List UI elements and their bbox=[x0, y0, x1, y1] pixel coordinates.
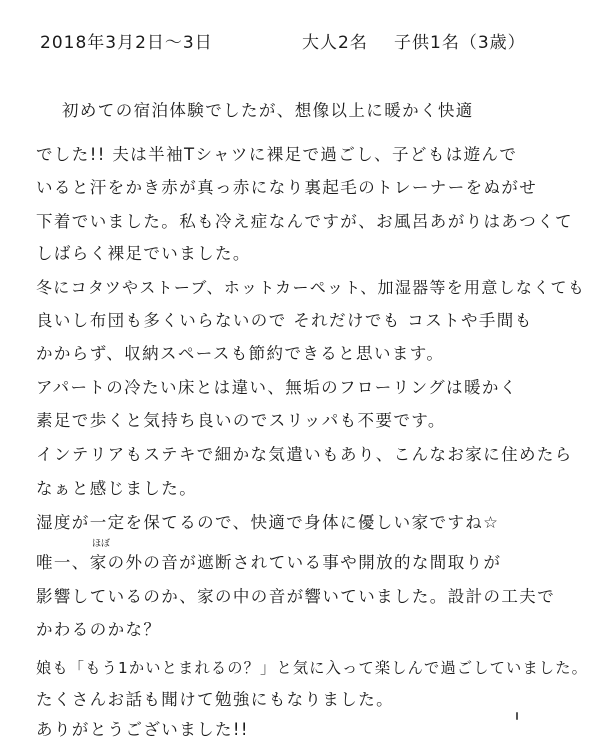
comment-line: 下着でいました。私も冷え症なんですが、お風呂あがりはあつくて bbox=[36, 212, 573, 231]
comment-line: でした!! 夫は半袖Tシャツに裸足で過ごし、子どもは遊んで bbox=[36, 145, 518, 164]
comment-line: しばらく裸足でいました。 bbox=[36, 244, 251, 263]
comment-line: いると汗をかき赤が真っ赤になり裏起毛のトレーナーをぬがせ bbox=[36, 178, 538, 197]
children-count: 子供1名（3歳） bbox=[394, 33, 526, 53]
comment-line: 初めての宿泊体験でしたが、想像以上に暖かく快適 bbox=[62, 101, 474, 120]
comment-line: 素足で歩くと気持ち良いのでスリッパも不要です。 bbox=[36, 411, 446, 430]
comment-line: なぁと感じました。 bbox=[36, 479, 198, 498]
comment-line: インテリアもステキで細かな気遣いもあり、こんなお家に住めたら bbox=[36, 445, 573, 464]
comment-line: 影響しているのか、家の中の音が響いていました。設計の工夫で bbox=[36, 587, 556, 606]
stay-date: 2018年3月2日～3日 bbox=[40, 33, 213, 53]
comment-line: かからず、収納スペースも節約できると思います。 bbox=[36, 344, 445, 363]
comment-line: 唯一、家の外の音が遮断されている事や開放的な間取りが bbox=[36, 553, 502, 572]
stray-pen-mark bbox=[516, 712, 518, 720]
comment-line: アパートの冷たい床とは違い、無垢のフローリングは暖かく bbox=[36, 378, 518, 397]
comment-line: 良いし布団も多くいらないので それだけでも コストや手間も bbox=[36, 311, 533, 330]
inserted-note: ほぼ bbox=[92, 539, 111, 549]
comment-line: 娘も「もう1かいとまれるの？」と気に入って楽しんで過ごしていました。 bbox=[36, 659, 589, 677]
comment-line: たくさんお話も聞けて勉強にもなりました。 bbox=[36, 690, 394, 709]
comment-line: 冬にコタツやストーブ、ホットカーペット、加湿器等を用意しなくても bbox=[36, 278, 586, 297]
adults-count: 大人2名 bbox=[302, 33, 368, 53]
comment-line: ありがとうございました!! bbox=[36, 720, 249, 739]
comment-line: かわるのかな？ bbox=[36, 620, 162, 639]
comment-line: 湿度が一定を保てるので、快適で身体に優しい家ですね☆ bbox=[36, 513, 500, 532]
